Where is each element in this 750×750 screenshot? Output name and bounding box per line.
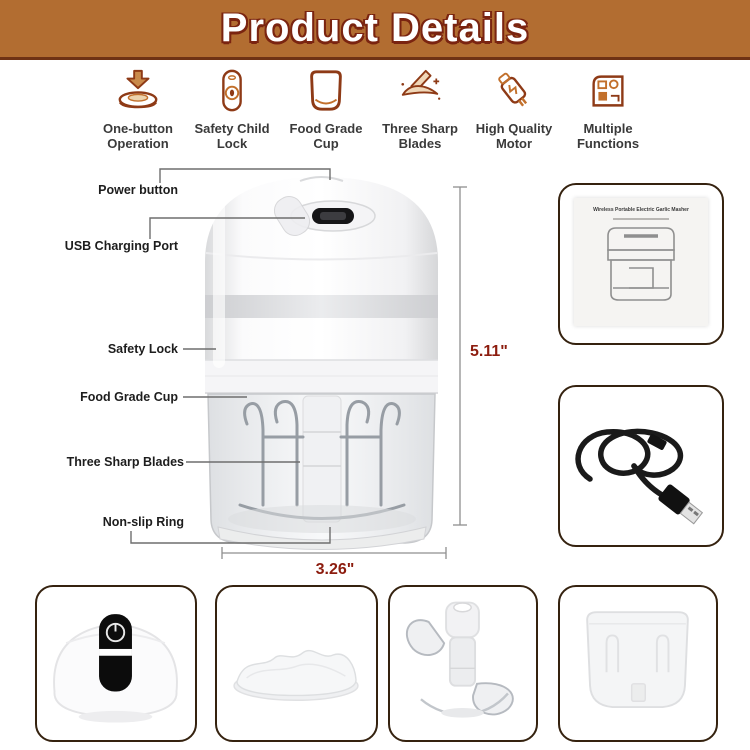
feature-label xyxy=(374,122,466,152)
manual-subtitle-line xyxy=(613,218,669,220)
cup-box xyxy=(558,585,718,742)
title-banner xyxy=(0,0,750,60)
feature-safety-child-lock xyxy=(186,68,278,158)
manual-box xyxy=(558,183,724,345)
feature-label-line1: One-button xyxy=(102,121,174,136)
feature-high-quality-motor xyxy=(468,68,560,158)
feature-label-line1: Three Sharp xyxy=(382,121,458,136)
feature-label-line2: Blades xyxy=(398,135,442,151)
feature-label xyxy=(280,122,372,152)
blade-assembly-box xyxy=(388,585,538,742)
feature-label-line2: Motor xyxy=(495,135,533,151)
callout-safety-lock: Safety Lock xyxy=(107,342,178,356)
feature-three-sharp-blades xyxy=(374,68,466,158)
feature-label-line1: Food Grade xyxy=(289,121,363,136)
callout-power-button: Power button xyxy=(98,183,178,197)
callout-usb-charging-port: USB Charging Port xyxy=(64,239,178,253)
feature-food-grade-cup xyxy=(280,68,372,158)
multiple-functions-icon xyxy=(562,68,654,118)
page-title: Product Details xyxy=(220,6,530,50)
width-dimension-label: 3.26" xyxy=(315,561,355,578)
lid-image xyxy=(217,587,375,739)
feature-multiple-functions xyxy=(562,68,654,158)
motor-head-image xyxy=(37,587,194,739)
high-quality-motor-icon xyxy=(468,68,560,118)
callout-non-slip-ring: Non-slip Ring xyxy=(102,515,184,529)
usb-cable-image xyxy=(560,387,721,544)
callout-food-grade-cup: Food Grade Cup xyxy=(80,390,178,404)
feature-label xyxy=(186,122,278,152)
blade-assembly-image xyxy=(390,587,535,739)
feature-label-line1: Safety Child xyxy=(194,121,270,136)
features-row xyxy=(92,68,654,158)
safety-child-lock-icon xyxy=(186,68,278,118)
height-dimension-label: 5.11" xyxy=(470,343,508,360)
manual-sketch xyxy=(591,224,691,312)
cup-image xyxy=(560,587,715,739)
food-grade-cup-icon xyxy=(280,68,372,118)
one-button-operation-icon xyxy=(92,68,184,118)
usb-cable-box xyxy=(558,385,724,547)
feature-label-line1: High Quality xyxy=(475,121,553,136)
feature-label-line2: Cup xyxy=(313,135,339,151)
motor-head-box xyxy=(35,585,197,742)
callout-three-sharp-blades: Three Sharp Blades xyxy=(66,455,184,469)
feature-label-line1: Multiple xyxy=(583,121,633,136)
manual-page xyxy=(574,198,708,326)
feature-label xyxy=(468,122,560,152)
lid-box xyxy=(215,585,378,742)
feature-label-line2: Operation xyxy=(107,135,169,151)
feature-label-line2: Lock xyxy=(216,135,248,151)
three-sharp-blades-icon xyxy=(374,68,466,118)
manual-title: Wireless Portable Electric Garlic Masher xyxy=(593,207,689,213)
feature-label xyxy=(92,122,184,152)
feature-label-line2: Functions xyxy=(576,135,640,151)
feature-label xyxy=(562,122,654,152)
feature-one-button-operation xyxy=(92,68,184,158)
